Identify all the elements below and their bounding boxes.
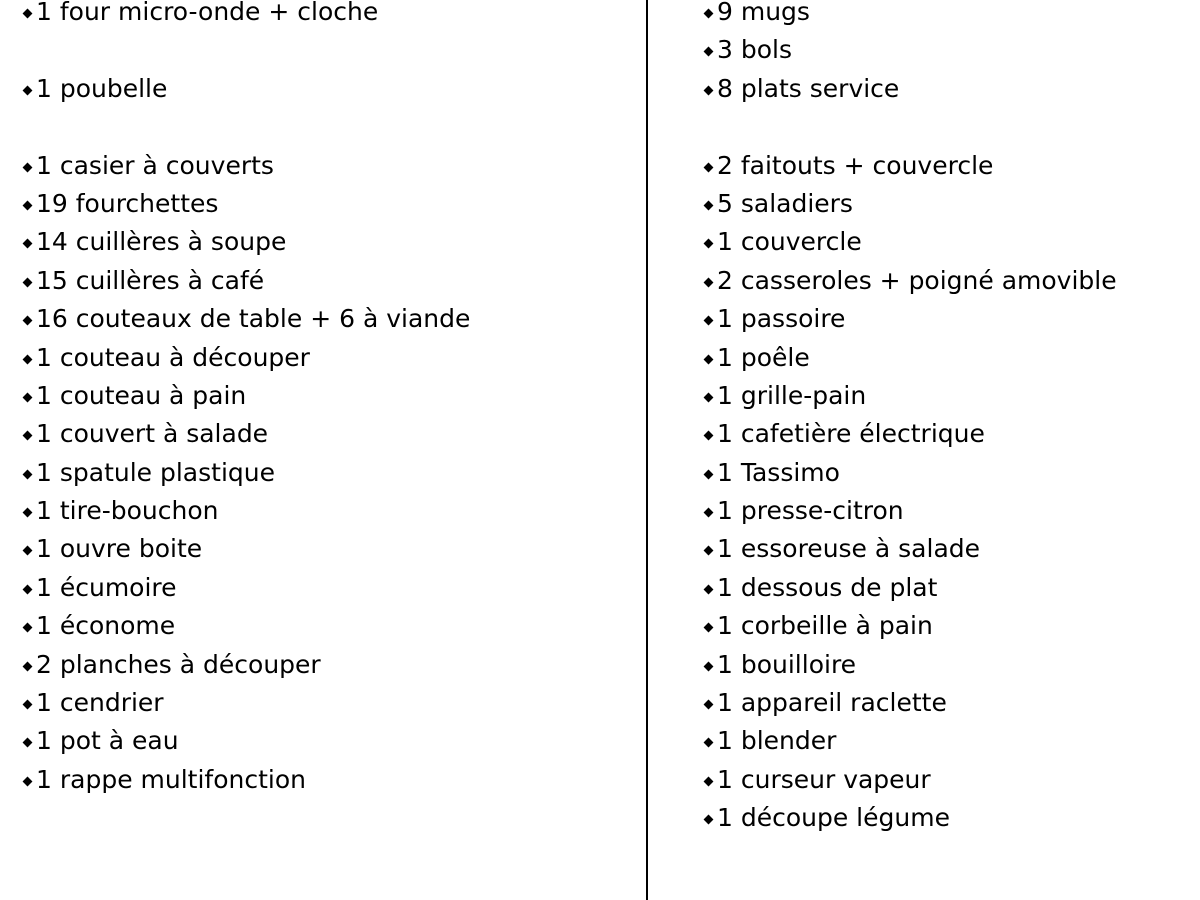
- list-item: [705, 492, 1117, 530]
- bullet-icon: [23, 316, 33, 326]
- bullet-icon: [704, 815, 714, 825]
- list-item: [24, 262, 470, 300]
- bullet-icon: [704, 9, 714, 19]
- bullet-icon: [23, 623, 33, 633]
- list-item-text: 1 tire-bouchon: [36, 496, 219, 526]
- bullet-icon: [23, 162, 33, 172]
- list-item: [24, 492, 470, 530]
- list-item-text: 15 cuillères à café: [36, 265, 265, 295]
- bullet-icon: [704, 623, 714, 633]
- list-item: [24, 607, 470, 645]
- list-item: [705, 684, 1117, 722]
- list-item-text: 3 bols: [717, 35, 792, 65]
- list-item: [705, 530, 1117, 568]
- list-item: [24, 415, 470, 453]
- list-item-text: 1 poubelle: [36, 73, 168, 103]
- bullet-icon: [23, 776, 33, 786]
- list-item: [705, 646, 1117, 684]
- list-item-text: 1 découpe légume: [717, 803, 950, 833]
- bullet-icon: [704, 277, 714, 287]
- list-item-text: 14 cuillères à soupe: [36, 227, 287, 257]
- list-item-text: 1 presse-citron: [717, 496, 904, 526]
- list-item-text: 1 ouvre boite: [36, 534, 203, 564]
- bullet-icon: [23, 700, 33, 710]
- bullet-icon: [23, 201, 33, 211]
- list-item: [705, 185, 1117, 223]
- bullet-icon: [704, 162, 714, 172]
- list-item-text: 2 faitouts + couvercle: [717, 150, 994, 180]
- list-item: [705, 761, 1117, 799]
- list-item: [24, 684, 470, 722]
- list-item-text: 1 couteau à découper: [36, 342, 310, 372]
- list-item: [24, 722, 470, 760]
- list-item-text: 1 couvert à salade: [36, 419, 269, 449]
- bullet-icon: [23, 584, 33, 594]
- list-item: [705, 377, 1117, 415]
- list-item: [24, 300, 470, 338]
- bullet-icon: [704, 47, 714, 57]
- list-item-text: 1 four micro-onde + cloche: [36, 0, 379, 26]
- bullet-icon: [704, 316, 714, 326]
- right-inventory-list: [705, 0, 1117, 845]
- list-item: [24, 530, 470, 568]
- list-item: [705, 31, 1117, 69]
- bullet-icon: [704, 584, 714, 594]
- list-item: [24, 454, 470, 492]
- list-item: [705, 799, 1117, 837]
- bullet-icon: [704, 776, 714, 786]
- list-item: [705, 454, 1117, 492]
- list-item-text: 1 bouilloire: [717, 649, 857, 679]
- list-item-text: 1 pot à eau: [36, 726, 179, 756]
- list-item: [705, 70, 1117, 108]
- list-item: [24, 569, 470, 607]
- bullet-icon: [704, 661, 714, 671]
- bullet-icon: [704, 354, 714, 364]
- list-item: [24, 70, 470, 108]
- list-item-text: 1 essoreuse à salade: [717, 534, 981, 564]
- list-item: [705, 223, 1117, 261]
- bullet-icon: [23, 239, 33, 249]
- list-item: [24, 761, 470, 799]
- bullet-icon: [23, 546, 33, 556]
- bullet-icon: [23, 738, 33, 748]
- column-divider: [646, 0, 648, 900]
- list-spacer: [24, 31, 470, 69]
- list-item-text: 1 rappe multifonction: [36, 764, 306, 794]
- list-spacer: [24, 108, 470, 146]
- bullet-icon: [23, 431, 33, 441]
- list-item-text: 1 casier à couverts: [36, 150, 274, 180]
- bullet-icon: [23, 392, 33, 402]
- list-item-text: 2 casseroles + poigné amovible: [717, 265, 1117, 295]
- list-item: [705, 607, 1117, 645]
- list-item: [705, 0, 1117, 31]
- bullet-icon: [704, 431, 714, 441]
- bullet-icon: [704, 239, 714, 249]
- list-item-text: 1 blender: [717, 726, 837, 756]
- list-item: [705, 300, 1117, 338]
- list-item-text: 1 corbeille à pain: [717, 611, 933, 641]
- list-item: [24, 185, 470, 223]
- bullet-icon: [23, 354, 33, 364]
- list-item-text: 9 mugs: [717, 0, 810, 26]
- list-item-text: 1 couteau à pain: [36, 380, 247, 410]
- list-item: [24, 339, 470, 377]
- list-item: [24, 0, 470, 31]
- list-item-text: 1 appareil raclette: [717, 688, 947, 718]
- list-item: [705, 415, 1117, 453]
- list-item-text: 1 curseur vapeur: [717, 764, 931, 794]
- list-item-text: 19 fourchettes: [36, 188, 219, 218]
- list-item-text: 1 grille-pain: [717, 380, 867, 410]
- list-item: [24, 223, 470, 261]
- list-item-text: 8 plats service: [717, 73, 900, 103]
- list-item-text: 1 spatule plastique: [36, 457, 275, 487]
- list-item-text: 1 passoire: [717, 304, 846, 334]
- bullet-icon: [704, 201, 714, 211]
- list-spacer: [705, 108, 1117, 146]
- list-item-text: 1 Tassimo: [717, 457, 840, 487]
- bullet-icon: [23, 508, 33, 518]
- list-item-text: 1 cendrier: [36, 688, 164, 718]
- bullet-icon: [23, 661, 33, 671]
- list-item-text: 1 écumoire: [36, 572, 177, 602]
- bullet-icon: [23, 85, 33, 95]
- bullet-icon: [23, 277, 33, 287]
- bullet-icon: [704, 392, 714, 402]
- list-item: [705, 569, 1117, 607]
- bullet-icon: [704, 85, 714, 95]
- list-item: [24, 147, 470, 185]
- bullet-icon: [704, 508, 714, 518]
- list-item-text: 2 planches à découper: [36, 649, 321, 679]
- list-item-text: 1 cafetière électrique: [717, 419, 985, 449]
- bullet-icon: [704, 546, 714, 556]
- list-item: [705, 722, 1117, 760]
- list-item-text: 1 économe: [36, 611, 176, 641]
- bullet-icon: [704, 700, 714, 710]
- bullet-icon: [23, 9, 33, 19]
- list-item-text: 16 couteaux de table + 6 à viande: [36, 304, 471, 334]
- list-item: [705, 262, 1117, 300]
- list-item-text: 1 couvercle: [717, 227, 862, 257]
- bullet-icon: [704, 469, 714, 479]
- bullet-icon: [704, 738, 714, 748]
- list-item-text: 1 poêle: [717, 342, 810, 372]
- bullet-icon: [23, 469, 33, 479]
- list-item-text: 5 saladiers: [717, 188, 853, 218]
- list-item: [705, 147, 1117, 185]
- list-item: [24, 377, 470, 415]
- list-item: [705, 339, 1117, 377]
- left-inventory-list: [24, 0, 470, 806]
- list-item: [24, 646, 470, 684]
- list-item-text: 1 dessous de plat: [717, 572, 938, 602]
